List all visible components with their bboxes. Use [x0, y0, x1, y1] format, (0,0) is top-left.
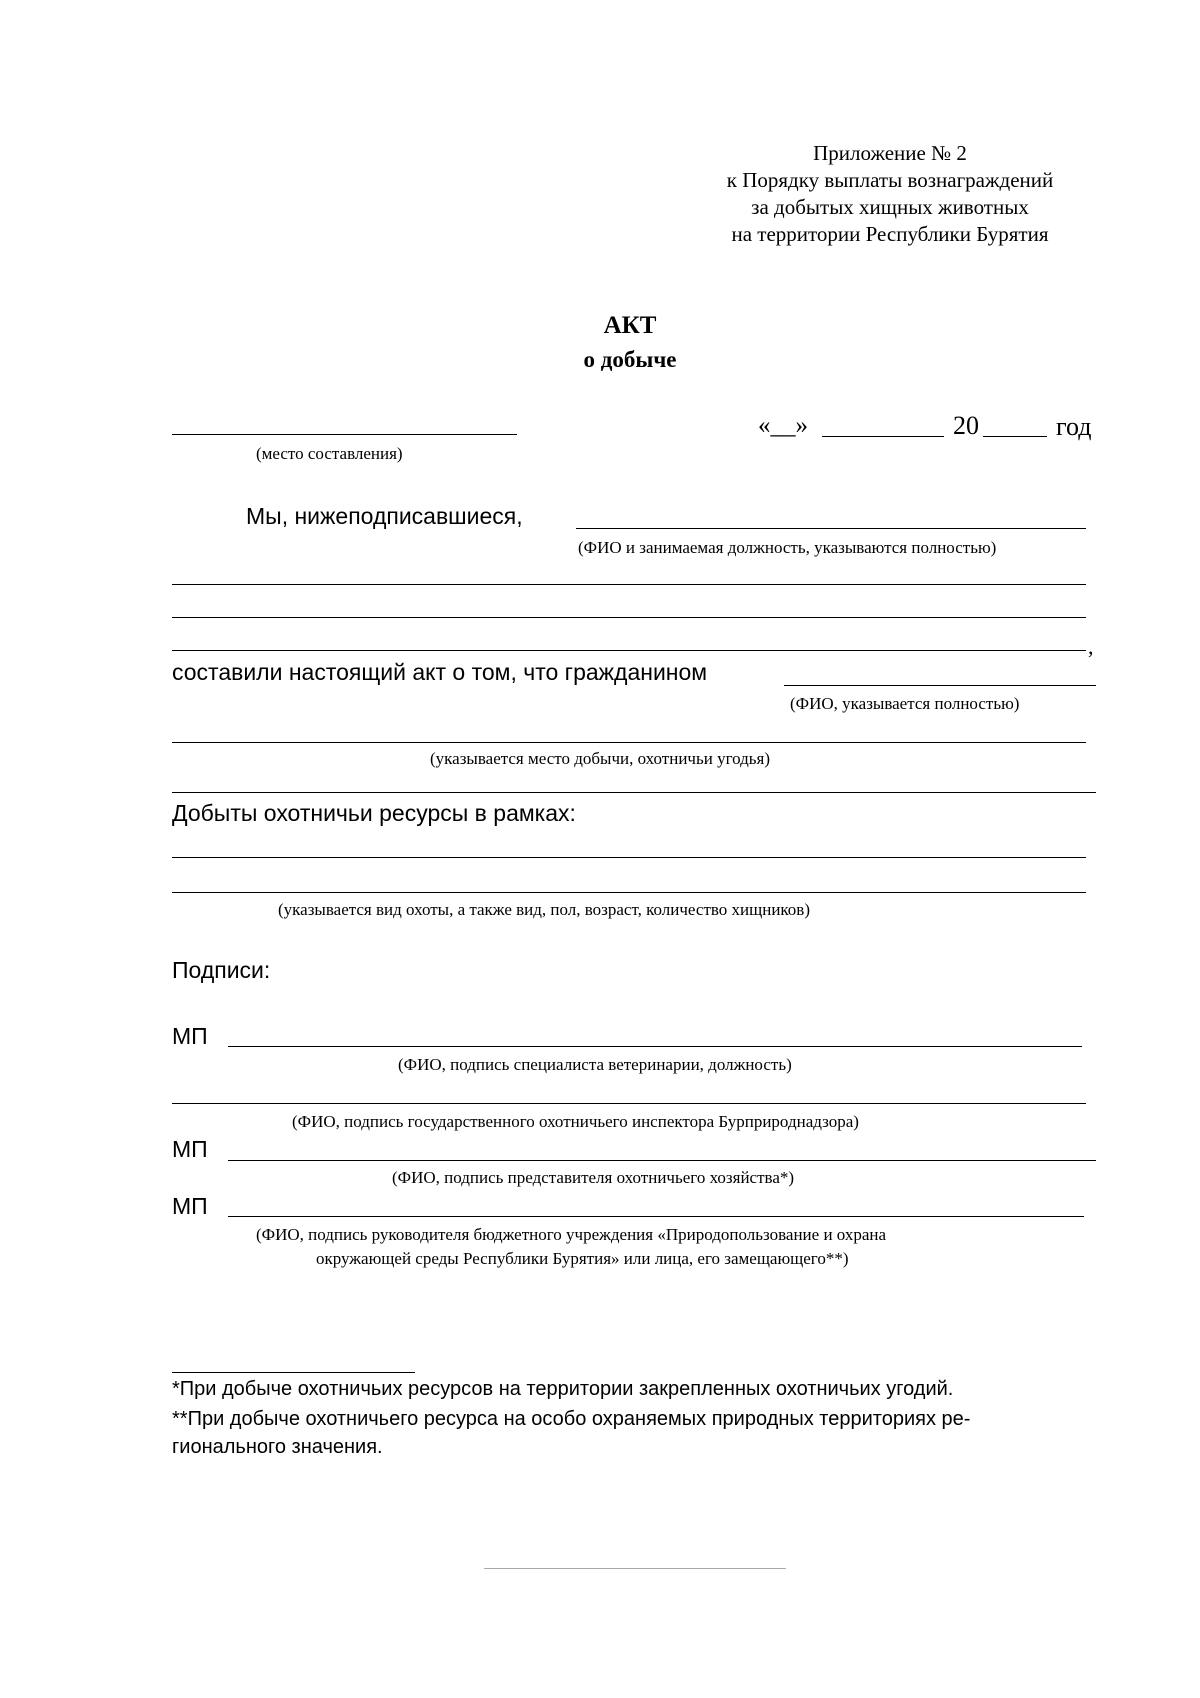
appendix-number: Приложение № 2 [813, 141, 967, 165]
hunt-kind-caption: (указывается вид охоты, а также вид, пол, возраст, количество хищников) [278, 900, 810, 919]
place-caption: (место составления) [256, 444, 403, 463]
inspector-signature-line [172, 1103, 1086, 1104]
mp-stamp-2: МП [172, 1136, 208, 1162]
date-year-line [983, 436, 1047, 437]
vet-signature-caption: (ФИО, подпись специалиста ветеринарии, должность) [398, 1055, 792, 1074]
fio-caption: (ФИО, указывается полностью) [790, 694, 1020, 713]
head-signature-caption-1: (ФИО, подпись руководителя бюджетного учреждения «Природопользование и охрана [256, 1225, 887, 1244]
hunt-place-caption: (указывается место добычи, охотничьи угодья) [430, 749, 771, 768]
document-title: АКТ [603, 312, 657, 339]
footnote-2-line-2: гионального значения. [172, 1436, 383, 1458]
mp-stamp-3: МП [172, 1193, 208, 1219]
footnote-2-line-1: **При добыче охотничьего ресурса на особо охраняемых природных территориях ре- [172, 1408, 971, 1430]
resources-line-2 [172, 892, 1086, 893]
place-line [172, 434, 517, 435]
inspector-signature-caption: (ФИО, подпись государственного охотничьего инспектора Бурприроднадзора) [292, 1112, 859, 1131]
blank-line-comma: , [1088, 634, 1094, 659]
signatures-heading: Подписи: [172, 957, 271, 983]
hunt-place-line-2 [172, 792, 1096, 793]
appendix-line-3: за добытых хищных животных [751, 195, 1029, 219]
page-bottom-separator [484, 1568, 786, 1569]
document-subtitle: о добыче [583, 347, 677, 372]
fio-position-caption: (ФИО и занимаемая должность, указываются полностью) [578, 538, 997, 557]
hunting-signature-caption: (ФИО, подпись представителя охотничьего хозяйства*) [392, 1168, 795, 1187]
hunting-signature-line [228, 1160, 1096, 1161]
blank-line-2 [172, 617, 1086, 618]
vet-signature-line [228, 1046, 1082, 1047]
we-undersigned-line [576, 528, 1086, 529]
footnote-separator [172, 1372, 415, 1373]
head-signature-caption-2: окружающей среды Республики Бурятия» или лица, его замещающего**) [316, 1249, 849, 1268]
mp-stamp-1: МП [172, 1023, 208, 1049]
appendix-line-2: к Порядку выплаты вознаграждений [726, 168, 1054, 192]
footnote-1: *При добыче охотничьих ресурсов на территории закрепленных охотничьих угодий. [172, 1378, 954, 1400]
date-day: «__» [758, 412, 808, 439]
compiled-text: составили настоящий акт о том, что гражданином [172, 659, 708, 685]
resources-line-1 [172, 857, 1086, 858]
head-signature-line [228, 1216, 1084, 1217]
we-undersigned-text: Мы, нижеподписавшиеся, [246, 503, 523, 529]
citizen-line [784, 685, 1096, 686]
blank-line-1 [172, 584, 1086, 585]
date-year-suffix: год [1056, 412, 1092, 441]
blank-line-3 [172, 650, 1086, 651]
hunt-place-line [172, 742, 1086, 743]
appendix-line-4: на территории Республики Бурятия [731, 222, 1049, 246]
resources-text: Добыты охотничьи ресурсы в рамках: [172, 800, 576, 826]
appendix-block [690, 140, 1090, 248]
date-year-prefix: 20 [953, 411, 979, 440]
date-month-line [822, 436, 944, 437]
